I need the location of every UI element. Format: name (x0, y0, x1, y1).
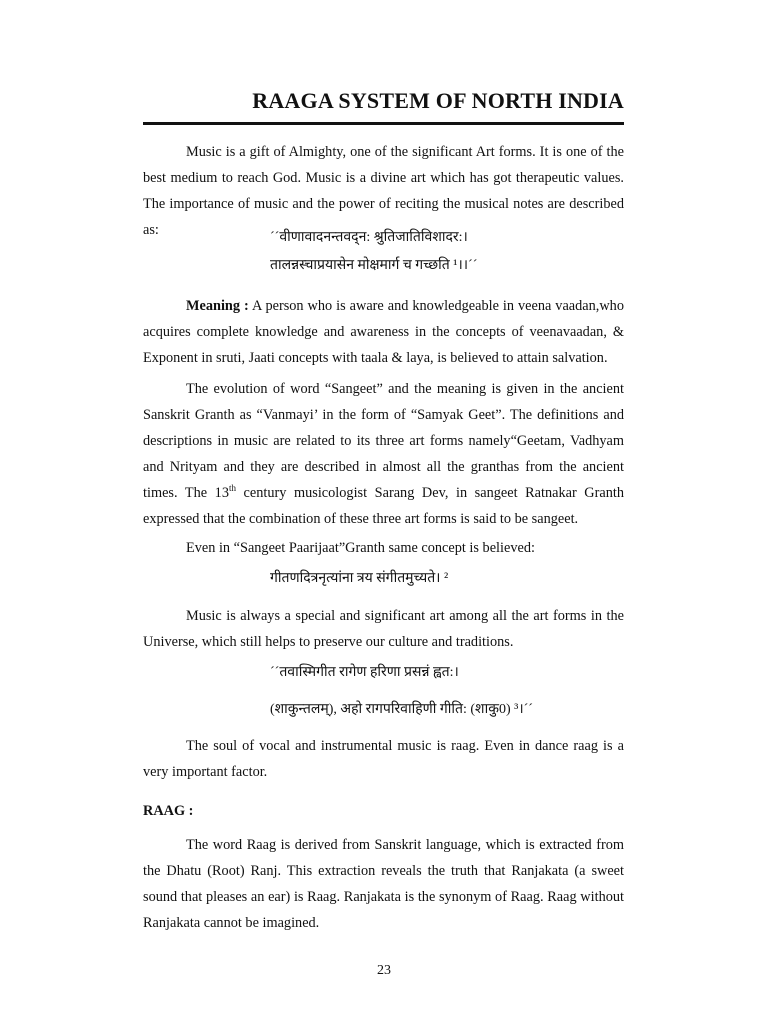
page-title: RAAGA SYSTEM OF NORTH INDIA (252, 88, 624, 113)
paragraph-significance: Music is always a special and significant art among all the art forms in the Universe, which still helps to preserve our culture and traditions. (143, 608, 624, 650)
heading-raag: RAAG : (143, 803, 194, 819)
verse-3-line-2: (शाकुन्तलम्), अहो रागपरिवाहिणी गीति: (शाकु0) ³।´´ (270, 702, 533, 717)
paragraph-sangeet-evolution (143, 376, 624, 532)
paragraph-text-part-1: The evolution of word “Sangeet” and the meaning is given in the ancient Sanskrit Granth as “Vanmayi’ in the form of “Samyak Geet”. The definitions and descriptions in music are related to its three art forms namely“Geetam, Vadhyam and Nrityam and they are described in almost all the granthas from the ancient times. The 13 (143, 381, 624, 501)
verse-1-line-1: ´´वीणावादनन्तवद्न: श्रुतिजातिविशादर:। (270, 230, 468, 245)
title-underline (143, 122, 624, 125)
paragraph-intro: Music is a gift of Almighty, one of the significant Art forms. It is one of the best medium to reach God. Music is a divine art which has got therapeutic values. The importance of music and the power of reciting the musical notes are described as: (143, 144, 624, 238)
meaning-label: Meaning : (186, 298, 249, 314)
paragraph-soul-of-music: The soul of vocal and instrumental music is raag. Even in dance raag is a very important factor. (143, 738, 624, 780)
verse-3-line-1: ´´तवास्मिगीत रागेण हरिणा प्रसन्नं ह्वत:। (270, 665, 459, 680)
paragraph-text-part-2: century musicologist Sarang Dev, in sangeet Ratnakar Granth expressed that the combination of these three art forms is said to be sangeet. (143, 485, 624, 527)
paragraph-meaning (143, 293, 624, 371)
verse-1-line-2: तालन्नस्चाप्रयासेन मोक्षमार्ग च गच्छति ¹।।´´ (270, 258, 478, 273)
paragraph-paarijaat: Even in “Sangeet Paarijaat”Granth same concept is believed: (186, 540, 535, 556)
verse-2: गीतणदित्रनृत्यांना त्रय संगीतमुच्यते। ² (270, 571, 449, 586)
superscript-th: th (228, 483, 236, 494)
page-number: 23 (377, 963, 391, 978)
meaning-text: A person who is aware and knowledgeable in veena vaadan,who acquires complete knowledge and awareness in the concepts of veenavaadan, & Exponent in sruti, Jaati concepts with taala & laya, is believed to attain salvation. (143, 298, 624, 366)
paragraph-raag-definition: The word Raag is derived from Sanskrit language, which is extracted from the Dhatu (Root) Ranj. This extraction reveals the truth that Ranjakata (a sweet sound that pleases an ear) is Raag. Ranjakata is the synonym of Raag. Raag without Ranjakata cannot be imagined. (143, 837, 624, 931)
